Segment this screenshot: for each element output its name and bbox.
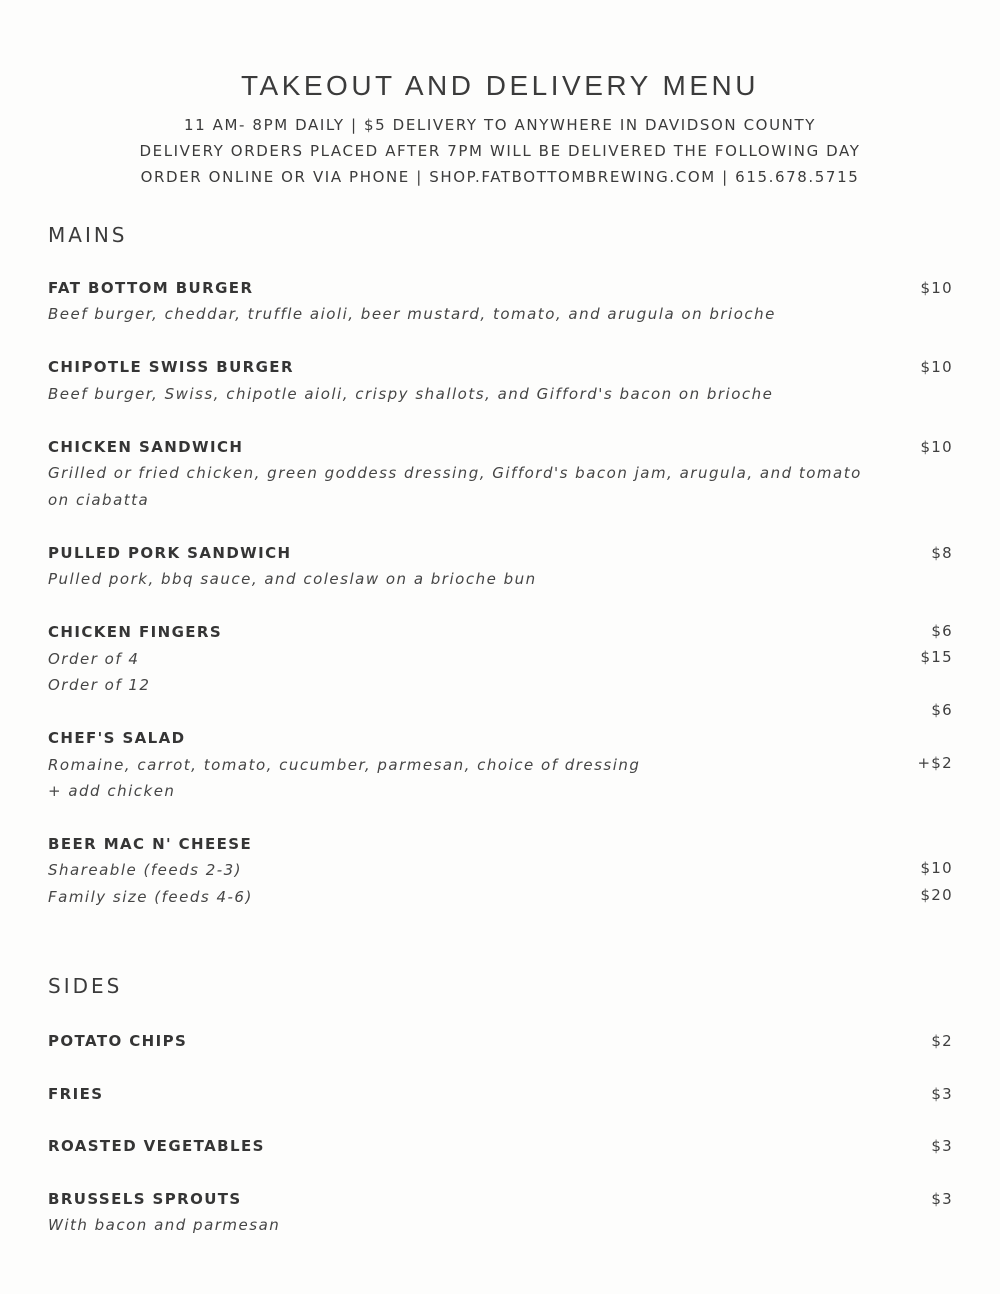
item-price-chipotle-swiss-burger: $10 <box>920 358 953 376</box>
item-name-beer-mac-n-cheese: BEER MAC N' CHEESE <box>48 835 253 853</box>
item-price-fries: $3 <box>931 1085 953 1103</box>
item-name-brussels-sprouts: BRUSSELS SPROUTS <box>48 1190 242 1208</box>
item-option-beer-mac-shareable: Shareable (feeds 2-3) <box>48 861 243 879</box>
item-name-fat-bottom-burger: FAT BOTTOM BURGER <box>48 279 254 297</box>
delivery-cutoff-line: DELIVERY ORDERS PLACED AFTER 7PM WILL BE DELIVERED THE FOLLOWING DAY <box>139 142 861 160</box>
item-price-chefs-salad-addon: +$2 <box>917 754 953 772</box>
item-price-chefs-salad: $6 <box>931 701 953 719</box>
item-name-roasted-vegetables: ROASTED VEGETABLES <box>48 1137 265 1155</box>
item-option-chicken-fingers-12: Order of 12 <box>48 676 151 694</box>
item-price-pulled-pork-sandwich: $8 <box>931 544 953 562</box>
item-name-fries: FRIES <box>48 1085 104 1103</box>
item-option-beer-mac-family: Family size (feeds 4-6) <box>48 888 253 906</box>
item-name-chipotle-swiss-burger: CHIPOTLE SWISS BURGER <box>48 358 294 376</box>
item-name-pulled-pork-sandwich: PULLED PORK SANDWICH <box>48 544 292 562</box>
item-desc-chicken-sandwich-line2: on ciabatta <box>48 491 150 509</box>
item-price-chicken-fingers-12: $15 <box>920 648 953 666</box>
item-price-beer-mac-shareable: $10 <box>920 859 953 877</box>
item-price-chicken-fingers-4: $6 <box>931 622 953 640</box>
item-desc-brussels-sprouts: With bacon and parmesan <box>48 1216 281 1234</box>
item-price-beer-mac-family: $20 <box>920 886 953 904</box>
item-desc-chefs-salad: Romaine, carrot, tomato, cucumber, parmesan, choice of dressing <box>48 756 641 774</box>
item-price-fat-bottom-burger: $10 <box>920 279 953 297</box>
item-name-chicken-sandwich: CHICKEN SANDWICH <box>48 438 244 456</box>
item-desc-pulled-pork-sandwich: Pulled pork, bbq sauce, and coleslaw on a brioche bun <box>48 570 537 588</box>
sides-heading: SIDES <box>48 974 123 998</box>
hours-delivery-line: 11 AM- 8PM DAILY | $5 DELIVERY TO ANYWHERE IN DAVIDSON COUNTY <box>183 116 817 134</box>
item-price-brussels-sprouts: $3 <box>931 1190 953 1208</box>
item-price-roasted-vegetables: $3 <box>931 1137 953 1155</box>
mains-heading: MAINS <box>48 223 128 247</box>
item-desc-chipotle-swiss-burger: Beef burger, Swiss, chipotle aioli, crispy shallots, and Gifford's bacon on brioche <box>48 385 774 403</box>
order-contact-line: ORDER ONLINE OR VIA PHONE | SHOP.FATBOTTOMBREWING.COM | 615.678.5715 <box>140 168 860 186</box>
item-desc-chicken-sandwich-line1: Grilled or fried chicken, green goddess dressing, Gifford's bacon jam, arugula, and tomato <box>48 464 862 482</box>
item-price-potato-chips: $2 <box>931 1032 953 1050</box>
item-name-chefs-salad: CHEF'S SALAD <box>48 729 186 747</box>
item-option-chicken-fingers-4: Order of 4 <box>48 650 140 668</box>
item-desc-fat-bottom-burger: Beef burger, cheddar, truffle aioli, beer mustard, tomato, and arugula on brioche <box>48 305 776 323</box>
item-addon-chefs-salad: + add chicken <box>48 782 176 800</box>
item-name-chicken-fingers: CHICKEN FINGERS <box>48 623 223 641</box>
item-name-potato-chips: POTATO CHIPS <box>48 1032 188 1050</box>
item-price-chicken-sandwich: $10 <box>920 438 953 456</box>
menu-title: TAKEOUT AND DELIVERY MENU <box>241 70 759 101</box>
